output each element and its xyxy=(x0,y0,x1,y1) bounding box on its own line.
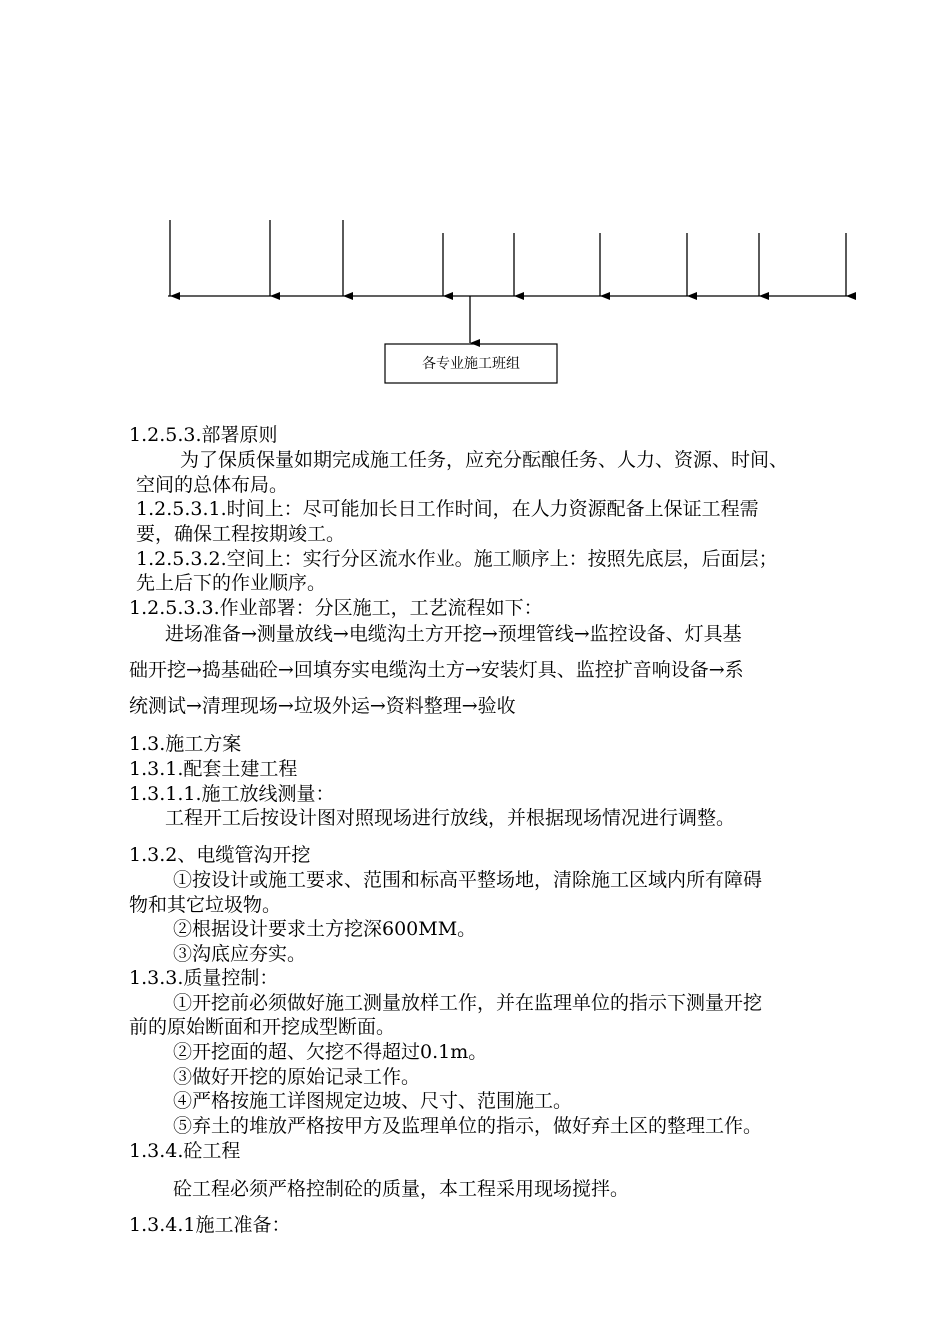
list-item: ④严格按施工详图规定边坡、尺寸、范围施工。 xyxy=(173,1090,573,1112)
paragraph-line: 空间的总体布局。 xyxy=(136,474,289,496)
paragraph-line: 物和其它垃圾物。 xyxy=(129,894,282,916)
paragraph-line: 先上后下的作业顺序。 xyxy=(136,572,327,594)
heading-1-3-4-1: 1.3.4.1施工准备： xyxy=(129,1214,291,1236)
paragraph-line: 砼工程必须严格控制砼的质量，本工程采用现场搅拌。 xyxy=(173,1178,630,1200)
process-flow-line: 进场准备→测量放线→电缆沟土方开挖→预埋管线→监控设备、灯具基 xyxy=(165,623,742,645)
heading-1-3-4: 1.3.4.砼工程 xyxy=(129,1140,241,1162)
list-item: ⑤弃土的堆放严格按甲方及监理单位的指示，做好弃土区的整理工作。 xyxy=(173,1115,763,1137)
paragraph-line: 要，确保工程按期竣工。 xyxy=(136,523,346,545)
list-item: ③沟底应夯实。 xyxy=(173,943,307,965)
paragraph-line: 1.2.5.3.1.时间上：尽可能加长日工作时间，在人力资源配备上保证工程需 xyxy=(136,498,759,520)
heading-1-3: 1.3.施工方案 xyxy=(129,733,242,755)
process-flow-line: 统测试→清理现场→垃圾外运→资料整理→验收 xyxy=(129,695,516,717)
list-item: ①按设计或施工要求、范围和标高平整场地，清除施工区域内所有障碍 xyxy=(173,869,763,891)
process-flow-line: 础开挖→捣基础砼→回填夯实电缆沟土方→安装灯具、监控扩音响设备→系 xyxy=(129,659,744,681)
heading-1-3-1: 1.3.1.配套土建工程 xyxy=(129,758,298,780)
list-item: ③做好开挖的原始记录工作。 xyxy=(173,1066,421,1088)
heading-1-3-1-1: 1.3.1.1.施工放线测量： xyxy=(129,783,335,805)
list-item: ②根据设计要求土方挖深600MM。 xyxy=(173,918,477,940)
paragraph-line: 1.2.5.3.2.空间上：实行分区流水作业。施工顺序上：按照先底层，后面层； xyxy=(136,548,778,570)
org-flow-diagram xyxy=(0,0,950,400)
list-item: ①开挖前必须做好施工测量放样工作，并在监理单位的指示下测量开挖 xyxy=(173,992,763,1014)
paragraph-line: 工程开工后按设计图对照现场进行放线，并根据现场情况进行调整。 xyxy=(165,807,736,829)
paragraph-line: 前的原始断面和开挖成型断面。 xyxy=(129,1016,396,1038)
paragraph-line: 为了保质保量如期完成施工任务，应充分酝酿任务、人力、资源、时间、 xyxy=(180,449,789,471)
heading-1-2-5-3: 1.2.5.3.部署原则 xyxy=(129,424,278,446)
heading-1-3-3: 1.3.3.质量控制： xyxy=(129,967,279,989)
list-item: ②开挖面的超、欠挖不得超过0.1m。 xyxy=(173,1041,488,1063)
team-box-label: 各专业施工班组 xyxy=(422,356,520,372)
heading-1-3-2: 1.3.2、电缆管沟开挖 xyxy=(129,844,311,866)
heading-1-2-5-3-3: 1.2.5.3.3.作业部署：分区施工，工艺流程如下： xyxy=(129,597,543,619)
